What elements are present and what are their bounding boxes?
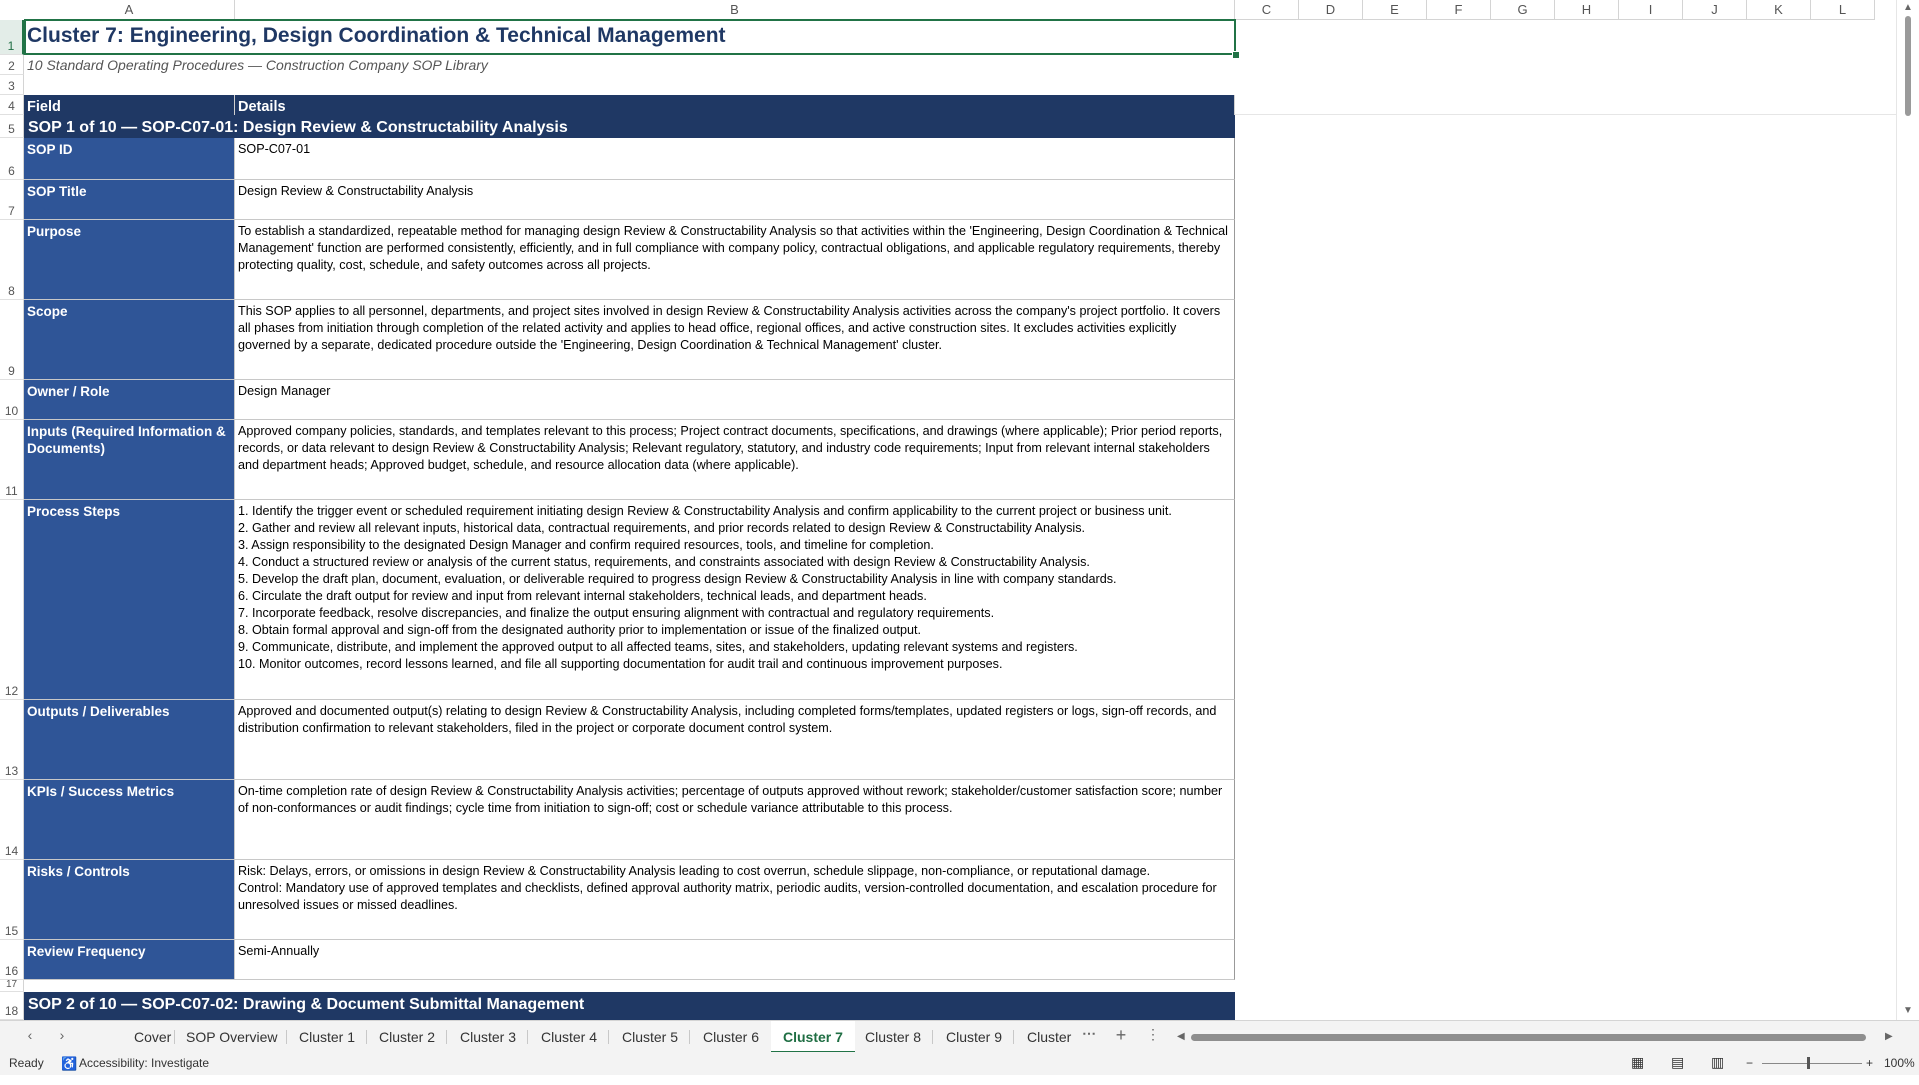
- tab-scroll-right-icon[interactable]: ›: [59, 1027, 65, 1043]
- tab-cluster-2[interactable]: Cluster 2: [379, 1029, 436, 1045]
- detail-process-steps[interactable]: 1. Identify the trigger event or scheduled requirement initiating design Review & Constructability Analysis and confirm applicability to the current project or business unit. 2. Gather and review all relevant inputs, historical data, contractual requirements, and prior records related to design Review & Constructability Analysis. 3. Assign responsibility to the designated Design Manager and confirm required resources, tools, and timeline for completion. 4. Conduct a structured review or analysis of the current status, requirements, and constraints associated with design Review & Constructability Analysis. 5. Develop the draft plan, document, evaluation, or deliverable required to progress design Review & Constructability Analysis in line with company standards. 6. Circulate the draft output for review and input from relevant internal stakeholders, technical leads, and department heads. 7. Incorporate feedback, resolve discrepancies, and finalize the output ensuring alignment with contractual and regulatory requirements. 8. Obtain formal approval and sign-off from the designated authority prior to implementation or issue of the finalized output. 9. Communicate, distribute, and implement the approved output to all affected teams, sites, and stakeholders, updating relevant systems and registers. 10. Monitor outcomes, record lessons learned, and file all supporting documentation for audit trail and continuous improvement purposes.: [235, 500, 1235, 700]
- tab-separator: [932, 1030, 933, 1044]
- tab-cluster-8[interactable]: Cluster 8: [865, 1029, 922, 1045]
- field-sop-title[interactable]: SOP Title: [24, 180, 235, 220]
- detail-scope[interactable]: This SOP applies to all personnel, departments, and project sites involved in design Review & Constructability Analysis activities across the company's project portfolio. It covers all phases from initiation through completion of the related activity and applies to head office, regional offices, and active construction sites. It excludes activities explicitly governed by a separate, dedicated procedure outside the 'Engineering, Design Coordination & Technical Management' cluster.: [235, 300, 1235, 380]
- field-sop-id[interactable]: SOP ID: [24, 138, 235, 180]
- detail-sop-id[interactable]: SOP-C07-01: [235, 138, 1235, 180]
- tab-cluster-9[interactable]: Cluster 9: [946, 1029, 1003, 1045]
- field-process-steps[interactable]: Process Steps: [24, 500, 235, 700]
- row-header-16[interactable]: 16: [0, 940, 24, 980]
- accessibility-status[interactable]: Accessibility: Investigate: [79, 1056, 210, 1070]
- field-kpis[interactable]: KPIs / Success Metrics: [24, 780, 235, 860]
- column-header-d[interactable]: D: [1299, 0, 1363, 20]
- tab-separator: [689, 1030, 690, 1044]
- page-break-preview-icon[interactable]: ▥: [1711, 1054, 1725, 1070]
- detail-outputs[interactable]: Approved and documented output(s) relating to design Review & Constructability Analysis, including completed forms/templates, updated registers or logs, sign-off records, and distribution confirmation to relevant stakeholders, filed in the project or corporate document control system.: [235, 700, 1235, 780]
- column-header-i[interactable]: I: [1619, 0, 1683, 20]
- row-header-4[interactable]: 4: [0, 95, 24, 115]
- field-risks-controls[interactable]: Risks / Controls: [24, 860, 235, 940]
- scroll-right-icon[interactable]: ▶: [1885, 1031, 1893, 1042]
- accessibility-icon[interactable]: ♿: [61, 1056, 78, 1071]
- gridline: [1235, 114, 1897, 115]
- scroll-down-icon[interactable]: ▼: [1903, 1005, 1913, 1016]
- page-layout-icon[interactable]: ▤: [1671, 1054, 1685, 1070]
- field-inputs[interactable]: Inputs (Required Information & Documents): [24, 420, 235, 500]
- column-header-k[interactable]: K: [1747, 0, 1811, 20]
- zoom-slider[interactable]: [1762, 1063, 1862, 1064]
- column-header-c[interactable]: C: [1235, 0, 1299, 20]
- tab-sop-overview[interactable]: SOP Overview: [186, 1029, 278, 1045]
- row-header-12[interactable]: 12: [0, 500, 24, 700]
- tab-separator: [446, 1030, 447, 1044]
- row-header-15[interactable]: 15: [0, 860, 24, 940]
- zoom-slider-thumb[interactable]: [1807, 1057, 1810, 1069]
- tab-separator: [608, 1030, 609, 1044]
- row-header-7[interactable]: 7: [0, 180, 24, 220]
- header-details[interactable]: Details: [235, 95, 1235, 115]
- zoom-out-icon[interactable]: −: [1746, 1056, 1754, 1070]
- column-header-e[interactable]: E: [1363, 0, 1427, 20]
- tab-separator: [1013, 1030, 1014, 1044]
- zoom-in-icon[interactable]: +: [1866, 1056, 1874, 1070]
- add-sheet-icon[interactable]: +: [1115, 1025, 1127, 1045]
- detail-risks-controls[interactable]: Risk: Delays, errors, or omissions in design Review & Constructability Analysis leading to cost overrun, schedule slippage, non-compliance, or reputational damage. Control: Mandatory use of approved templates and checklists, defined approval authority matrix, periodic audits, version-controlled documentation, and escalation procedure for unresolved issues or missed deadlines.: [235, 860, 1235, 940]
- detail-inputs[interactable]: Approved company policies, standards, and templates relevant to this process; Project contract documents, specifications, and drawings (where applicable); Prior period reports, records, or data relevant to design Review & Constructability Analysis; Relevant regulatory, statutory, and industry code requirements; Input from relevant internal stakeholders and department heads; Approved budget, schedule, and resource allocation data (where applicable).: [235, 420, 1235, 500]
- column-header-h[interactable]: H: [1555, 0, 1619, 20]
- field-scope[interactable]: Scope: [24, 300, 235, 380]
- row-header-6[interactable]: 6: [0, 138, 24, 180]
- sheet-tab-bar: [0, 1020, 1919, 1053]
- header-field[interactable]: Field: [24, 95, 235, 115]
- row-header-8[interactable]: 8: [0, 220, 24, 300]
- tab-scroll-left-icon[interactable]: ‹: [27, 1027, 33, 1043]
- tab-cluster-5[interactable]: Cluster 5: [622, 1029, 679, 1045]
- column-header-g[interactable]: G: [1491, 0, 1555, 20]
- row-header-5[interactable]: 5: [0, 115, 24, 138]
- tab-cover[interactable]: Cover: [134, 1029, 172, 1045]
- tab-cluster-1[interactable]: Cluster 1: [299, 1029, 356, 1045]
- vertical-scroll-thumb[interactable]: [1905, 16, 1911, 116]
- row-header-9[interactable]: 9: [0, 300, 24, 380]
- row-header-2[interactable]: 2: [0, 55, 24, 75]
- select-all-corner[interactable]: [0, 0, 25, 21]
- status-ready: Ready: [9, 1056, 44, 1070]
- detail-review-frequency[interactable]: Semi-Annually: [235, 940, 1235, 980]
- detail-purpose[interactable]: To establish a standardized, repeatable method for managing design Review & Constructability Analysis so that activities within the 'Engineering, Design Coordination & Technical Management' function are performed consistently, efficiently, and in full compliance with company policy, contractual obligations, and applicable regulatory requirements, thereby protecting quality, cost, schedule, and safety outcomes across all projects.: [235, 220, 1235, 300]
- detail-owner-role[interactable]: Design Manager: [235, 380, 1235, 420]
- field-owner-role[interactable]: Owner / Role: [24, 380, 235, 420]
- sheet-options-icon[interactable]: ⋮: [1146, 1026, 1160, 1042]
- tab-separator: [527, 1030, 528, 1044]
- column-header-f[interactable]: F: [1427, 0, 1491, 20]
- column-header-a[interactable]: A: [24, 0, 235, 20]
- horizontal-scrollbar[interactable]: [1177, 1031, 1893, 1043]
- field-outputs[interactable]: Outputs / Deliverables: [24, 700, 235, 780]
- row-header-18[interactable]: 18: [0, 992, 24, 1020]
- column-header-b[interactable]: B: [235, 0, 1235, 20]
- row-header-1[interactable]: 1: [0, 20, 24, 55]
- page-subtitle[interactable]: 10 Standard Operating Procedures — Construction Company SOP Library: [27, 57, 488, 73]
- row-header-3[interactable]: 3: [0, 75, 24, 95]
- column-header-l[interactable]: L: [1811, 0, 1875, 20]
- horizontal-scroll-thumb[interactable]: [1191, 1034, 1866, 1041]
- zoom-level[interactable]: 100%: [1884, 1056, 1915, 1070]
- page-title[interactable]: Cluster 7: Engineering, Design Coordination & Technical Management: [27, 24, 726, 47]
- tab-cluster-4[interactable]: Cluster 4: [541, 1029, 598, 1045]
- tab-cluster-3[interactable]: Cluster 3: [460, 1029, 517, 1045]
- column-header-j[interactable]: J: [1683, 0, 1747, 20]
- more-tabs-icon[interactable]: ⋯: [1082, 1025, 1096, 1041]
- tab-cluster-6[interactable]: Cluster 6: [703, 1029, 760, 1045]
- sop-2-heading[interactable]: SOP 2 of 10 — SOP-C07-02: Drawing & Document Submittal Management: [24, 992, 1235, 1020]
- row-header-10[interactable]: 10: [0, 380, 24, 420]
- tab-cluster-7[interactable]: Cluster 7: [771, 1021, 855, 1053]
- vertical-scrollbar[interactable]: [1896, 0, 1919, 1020]
- detail-kpis[interactable]: On-time completion rate of design Review & Constructability Analysis activities; percentage of outputs approved without rework; stakeholder/customer satisfaction score; number of non-conformances or audit findings; cycle time from initiation to sign-off; cost or schedule variance attributable to this process.: [235, 780, 1235, 860]
- scroll-up-icon[interactable]: ▲: [1903, 2, 1913, 13]
- field-purpose[interactable]: Purpose: [24, 220, 235, 300]
- detail-sop-title[interactable]: Design Review & Constructability Analysis: [235, 180, 1235, 220]
- row-header-14[interactable]: 14: [0, 780, 24, 860]
- row-header-11[interactable]: 11: [0, 420, 24, 500]
- scroll-left-icon[interactable]: ◀: [1177, 1031, 1185, 1042]
- normal-view-icon[interactable]: ▦: [1631, 1054, 1645, 1070]
- field-review-frequency[interactable]: Review Frequency: [24, 940, 235, 980]
- row-header-17[interactable]: 17: [0, 980, 24, 992]
- tab-cluster-10[interactable]: Cluster: [1027, 1029, 1072, 1045]
- row-header-13[interactable]: 13: [0, 700, 24, 780]
- status-bar: [0, 1052, 1919, 1075]
- sop-1-heading[interactable]: SOP 1 of 10 — SOP-C07-01: Design Review & Constructability Analysis: [24, 115, 1235, 138]
